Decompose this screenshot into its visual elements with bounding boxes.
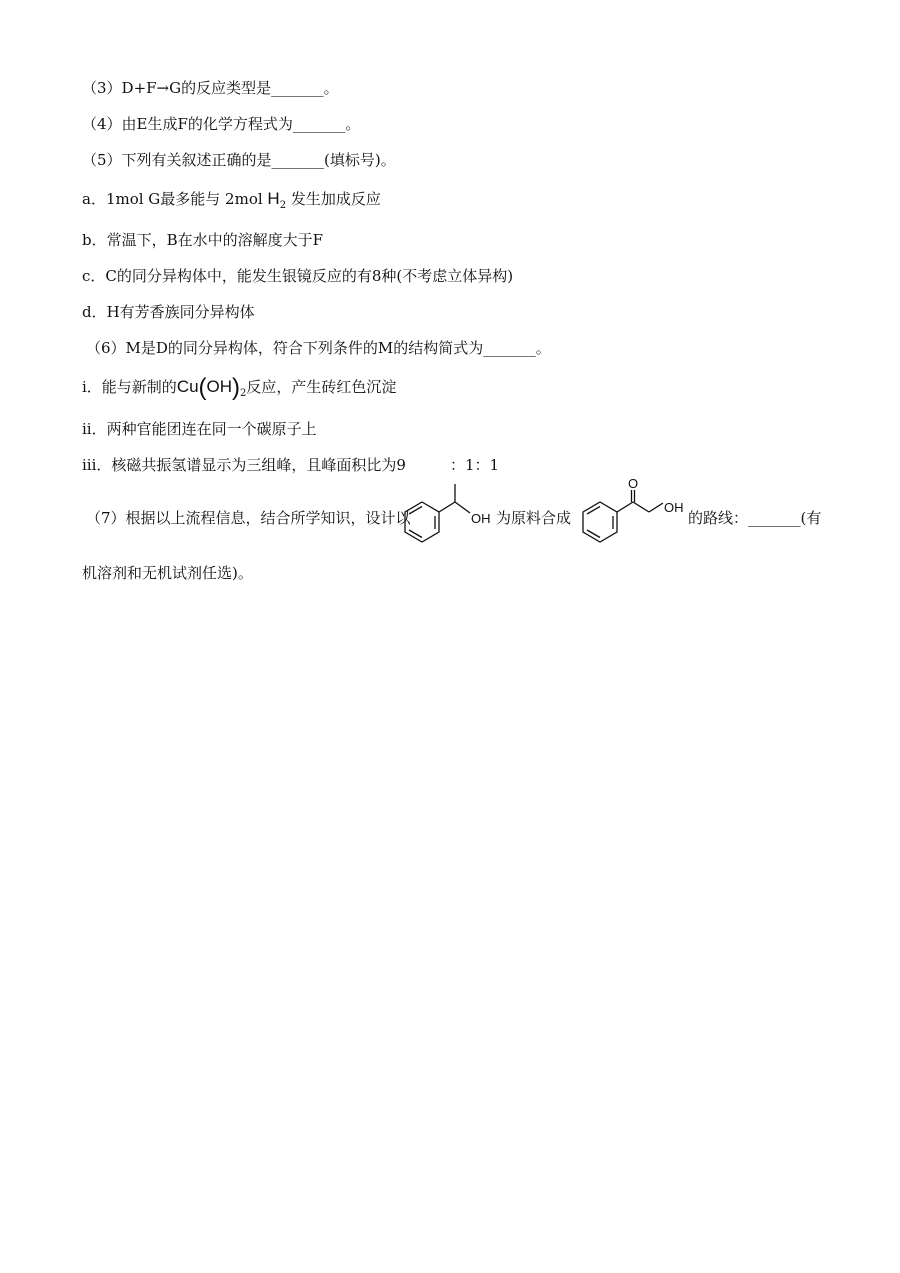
condition-6iii-text: iii．核磁共振氢谱显示为三组峰，且峰面积比为9	[82, 456, 406, 474]
option-5d: d．H有芳香族同分异构体	[82, 303, 255, 321]
product-structure	[576, 476, 691, 552]
question-7-part1: （7）根据以上流程信息，结合所学知识，设计以	[86, 509, 411, 527]
option-5a-text: a．1mol G最多能与 2mol	[82, 190, 268, 208]
condition-6iii	[82, 455, 499, 475]
question-4: （4）由E生成F的化学方程式为_______。	[82, 115, 361, 133]
hydroxide-symbol: OH	[206, 377, 233, 396]
product-oh-label: OH	[664, 500, 684, 515]
product-carbonyl-o-label: O	[628, 476, 639, 491]
hydrogen-subscript: 2	[279, 200, 287, 211]
option-5c: c．C的同分异构体中，能发生银镜反应的有8种(不考虑立体异构)	[82, 267, 514, 285]
left-paren: (	[198, 374, 207, 401]
right-paren: )	[232, 374, 241, 401]
condition-6iii-ratio: ：1：1	[449, 456, 500, 474]
option-5b: b．常温下，B在水中的溶解度大于F	[82, 231, 324, 249]
question-7-part2: 为原料合成	[496, 509, 572, 527]
option-5a-tail: 发生加成反应	[286, 190, 381, 208]
question-7-line2: 机溶剂和无机试剂任选)。	[82, 564, 253, 582]
hydroxide-subscript: 2	[240, 388, 247, 399]
question-6: （6）M是D的同分异构体，符合下列条件的M的结构简式为_______。	[86, 339, 551, 357]
question-3: （3）D+F→G的反应类型是_______。	[82, 79, 339, 97]
condition-6ii: ii．两种官能团连在同一个碳原子上	[82, 420, 317, 438]
hydrogen-symbol: H	[267, 189, 280, 208]
condition-6i-text: i．能与新制的	[82, 378, 177, 396]
reactant-structure	[398, 476, 498, 552]
option-5a	[82, 189, 381, 216]
condition-6i-tail: 反应，产生砖红色沉淀	[246, 378, 397, 396]
condition-6i	[82, 374, 397, 404]
copper-symbol: Cu	[176, 377, 199, 396]
reactant-oh-label: OH	[471, 511, 491, 526]
question-7-part3: 的路线：_______(有	[688, 509, 822, 527]
question-5: （5）下列有关叙述正确的是_______(填标号)。	[82, 151, 396, 169]
